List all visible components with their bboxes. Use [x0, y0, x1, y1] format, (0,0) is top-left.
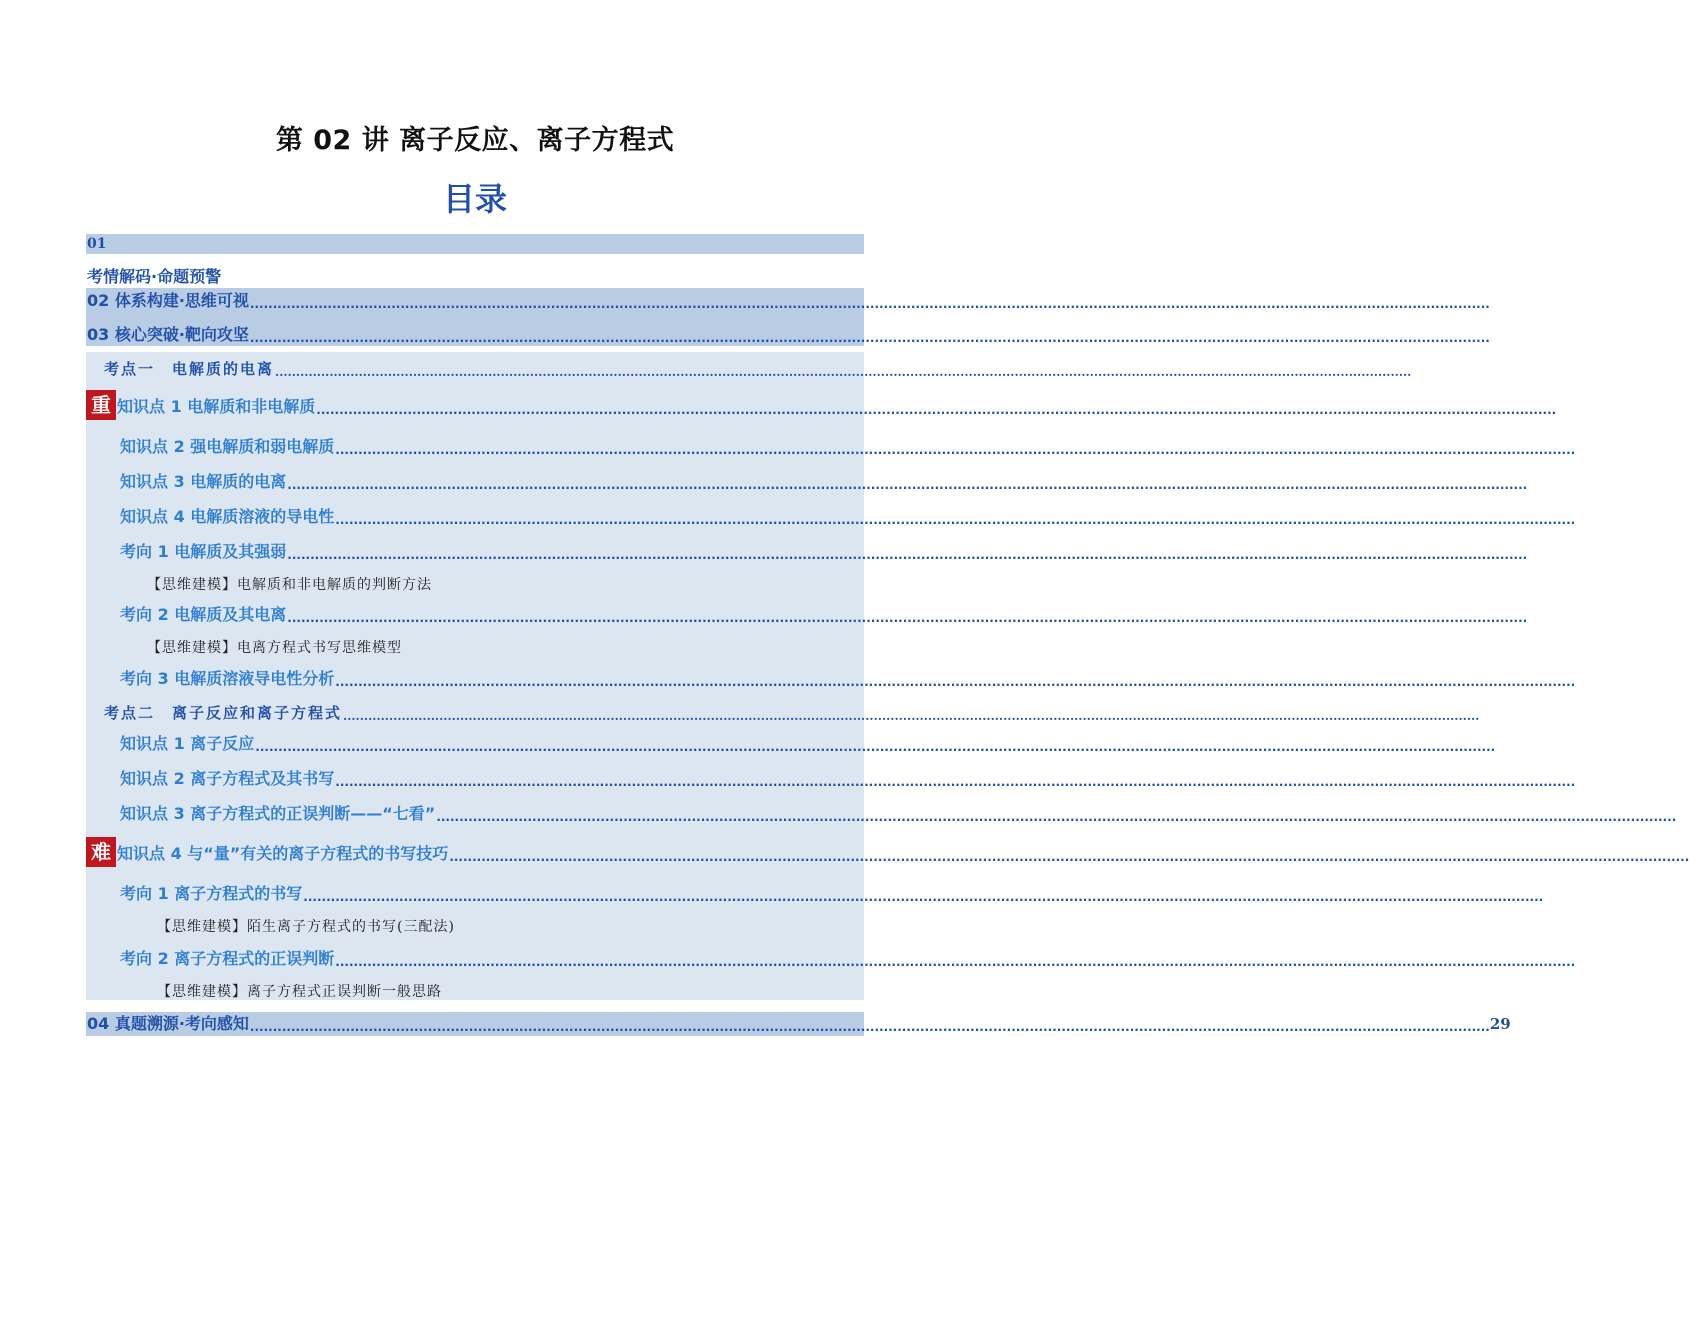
toc-entry-direction-2[interactable]	[120, 604, 1528, 626]
dot-leader: ................................................................................................................................................................................................................................................................................	[275, 365, 1412, 379]
dot-leader: ................................................................................................................................................................................................................................................................................	[335, 513, 1576, 527]
toc-entry-label: 考点一 电解质的电离	[104, 360, 275, 378]
dot-leader: ................................................................................................................................................................................................................................................................................	[249, 297, 1490, 311]
toc-entry-direction-b2[interactable]	[120, 948, 1576, 970]
dot-leader: ................................................................................................................................................................................................................................................................................	[303, 890, 1544, 904]
dot-leader: ................................................................................................................................................................................................................................................................................	[335, 955, 1576, 969]
dot-leader: ................................................................................................................................................................................................................................................................................	[335, 775, 1576, 789]
toc-entry-direction-3[interactable]	[120, 668, 1576, 690]
toc-entry-label: 【思维建模】陌生离子方程式的书写(三配法)	[157, 919, 455, 935]
section-01-label[interactable]	[87, 266, 387, 288]
toc-entry-model-4[interactable]	[157, 981, 847, 1003]
toc-entry-knowledge-1[interactable]	[117, 396, 1557, 418]
toc-entry-model-3[interactable]	[157, 916, 847, 938]
toc-entry-label: 考点二 离子反应和离子方程式	[104, 704, 343, 722]
toc-entry-knowledge-3[interactable]	[120, 471, 1528, 493]
page-number: 29	[1489, 1015, 1511, 1033]
toc-entry-label: 知识点 3 离子方程式的正误判断——“七看”	[120, 804, 436, 823]
toc-entry-knowledge-b4[interactable]	[117, 843, 1689, 865]
dot-leader: ................................................................................................................................................................................................................................................................................	[449, 850, 1689, 864]
toc-entry-knowledge-2[interactable]	[120, 436, 1576, 458]
toc-heading: 目录	[442, 180, 507, 218]
toc-entry-model-1[interactable]	[147, 574, 847, 596]
toc-entry-label: 知识点 1 电解质和非电解质	[117, 397, 316, 416]
toc-entry-label: 03 核心突破·靶向攻坚	[87, 325, 249, 344]
toc-entry-label: 知识点 1 离子反应	[120, 734, 255, 753]
dot-leader: ................................................................................................................................................................................................................................................................................	[249, 1020, 1490, 1034]
toc-entry-label: 【思维建模】电解质和非电解质的判断方法	[147, 577, 432, 593]
dot-leader: ................................................................................................................................................................................................................................................................................	[255, 740, 1496, 754]
toc-entry-knowledge-b3[interactable]	[120, 803, 1677, 825]
dot-leader: ................................................................................................................................................................................................................................................................................	[343, 709, 1480, 723]
toc-entry-model-2[interactable]	[147, 637, 847, 659]
dot-leader: ................................................................................................................................................................................................................................................................................	[287, 611, 1528, 625]
section-01-number[interactable]	[87, 234, 187, 254]
toc-entry-kaodian-1[interactable]	[104, 358, 1412, 380]
section-01-number-text: 01	[87, 236, 107, 252]
toc-entry-direction-b1[interactable]	[120, 883, 1544, 905]
toc-entry-label: 考向 3 电解质溶液导电性分析	[120, 669, 335, 688]
difficult-point-badge: 难	[86, 837, 116, 867]
dot-leader: ................................................................................................................................................................................................................................................................................	[436, 810, 1677, 824]
toc-entry-direction-1[interactable]	[120, 541, 1528, 563]
toc-entry-label: 知识点 3 电解质的电离	[120, 472, 287, 491]
toc-entry-label: 知识点 2 离子方程式及其书写	[120, 769, 335, 788]
toc-entry-label: 02 体系构建·思维可视	[87, 291, 249, 310]
dot-leader: ................................................................................................................................................................................................................................................................................	[316, 403, 1557, 417]
toc-entry-label: 知识点 4 电解质溶液的导电性	[120, 507, 335, 526]
toc-entry-section-04[interactable]	[87, 1013, 1511, 1035]
toc-entry-knowledge-b1[interactable]	[120, 733, 1496, 755]
toc-entry-label: 【思维建模】离子方程式正误判断一般思路	[157, 984, 442, 1000]
toc-entry-label: 知识点 2 强电解质和弱电解质	[120, 437, 335, 456]
toc-entry-section-02[interactable]	[87, 290, 1490, 312]
toc-entry-label: 考向 1 电解质及其强弱	[120, 542, 287, 561]
toc-entry-knowledge-b2[interactable]	[120, 768, 1576, 790]
key-point-badge: 重	[86, 390, 116, 420]
toc-entry-label: 考向 1 离子方程式的书写	[120, 884, 303, 903]
toc-entry-section-03[interactable]	[87, 324, 1490, 346]
page-title: 第 02 讲 离子反应、离子方程式	[275, 125, 675, 156]
toc-entry-label: 【思维建模】电离方程式书写思维模型	[147, 640, 402, 656]
dot-leader: ................................................................................................................................................................................................................................................................................	[335, 675, 1576, 689]
dot-leader: ................................................................................................................................................................................................................................................................................	[287, 548, 1528, 562]
toc-entry-label: 考向 2 电解质及其电离	[120, 605, 287, 624]
section-01-label-text: 考情解码·命题预警	[87, 267, 222, 286]
toc-entry-label: 04 真题溯源·考向感知	[87, 1014, 249, 1033]
dot-leader: ................................................................................................................................................................................................................................................................................	[249, 331, 1490, 345]
toc-entry-label: 考向 2 离子方程式的正误判断	[120, 949, 335, 968]
toc-entry-kaodian-2[interactable]	[104, 702, 1480, 724]
dot-leader: ................................................................................................................................................................................................................................................................................	[287, 478, 1528, 492]
toc-entry-knowledge-4[interactable]	[120, 506, 1576, 528]
section-01-band	[86, 234, 864, 254]
dot-leader: ................................................................................................................................................................................................................................................................................	[335, 443, 1576, 457]
toc-entry-label: 知识点 4 与“量”有关的离子方程式的书写技巧	[117, 844, 449, 863]
